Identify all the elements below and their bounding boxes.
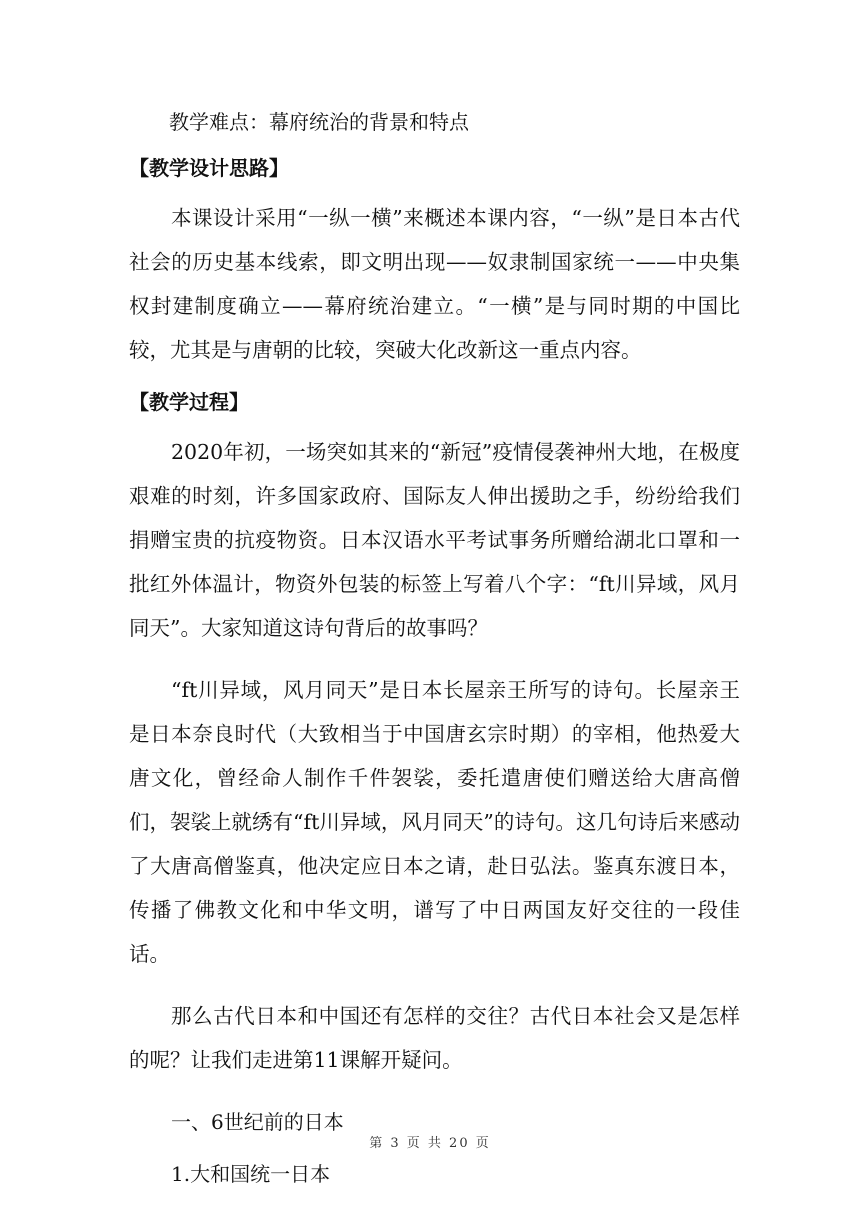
paragraph-story: “ft川异域，风月同天”是日本长屋亲王所写的诗句。长屋亲王是日本奈良时代（大致相当于中国唐玄宗时期）的宰相，他热爱大唐文化，曾经命人制作千件袈裟，委托遣唐使们赠送给大唐高僧们，袈裟上就绣有“ft川异域，风月同天”的诗句。这几句诗后来感动了大唐高僧鉴真，他决定应日本之请，赴日弘法。鉴真东渡日本，传播了佛教文化和中华文明，谱写了中日两国友好交往的一段佳话。 xyxy=(129,678,740,966)
heading-teaching-process: 【教学过程】 xyxy=(129,390,249,414)
subsection-heading-one: 1.大和国统一日本 xyxy=(171,1162,331,1186)
page-content xyxy=(129,110,740,1204)
page-number-footer: 第 3 页 共 20 页 xyxy=(369,1136,491,1151)
heading-design-approach: 【教学设计思路】 xyxy=(129,156,289,180)
section-heading-one: 一、6世纪前的日本 xyxy=(171,1110,344,1134)
paragraph-design-approach: 本课设计采用“一纵一横”来概述本课内容，“一纵”是日本古代社会的历史基本线索，即文明出现——奴隶制国家统一——中央集权封建制度确立——幕府统治建立。“一横”是与同时期的中国比较，尤其是与唐朝的比较，突破大化改新这一重点内容。 xyxy=(129,206,740,362)
teaching-difficulty: 教学难点：幕府统治的背景和特点 xyxy=(169,110,469,134)
paragraph-question: 那么古代日本和中国还有怎样的交往？古代日本社会又是怎样的呢？让我们走进第11课解开疑问。 xyxy=(129,1004,740,1072)
paragraph-intro: 2020年初，一场突如其来的“新冠”疫情侵袭神州大地，在极度艰难的时刻，许多国家政府、国际友人伸出援助之手，纷纷给我们捐赠宝贵的抗疫物资。日本汉语水平考试事务所赠给湖北口罩和一批红外体温计，物资外包装的标签上写着八个字：“ft川异域，风月同天”。大家知道这诗句背后的故事吗？ xyxy=(129,440,740,640)
